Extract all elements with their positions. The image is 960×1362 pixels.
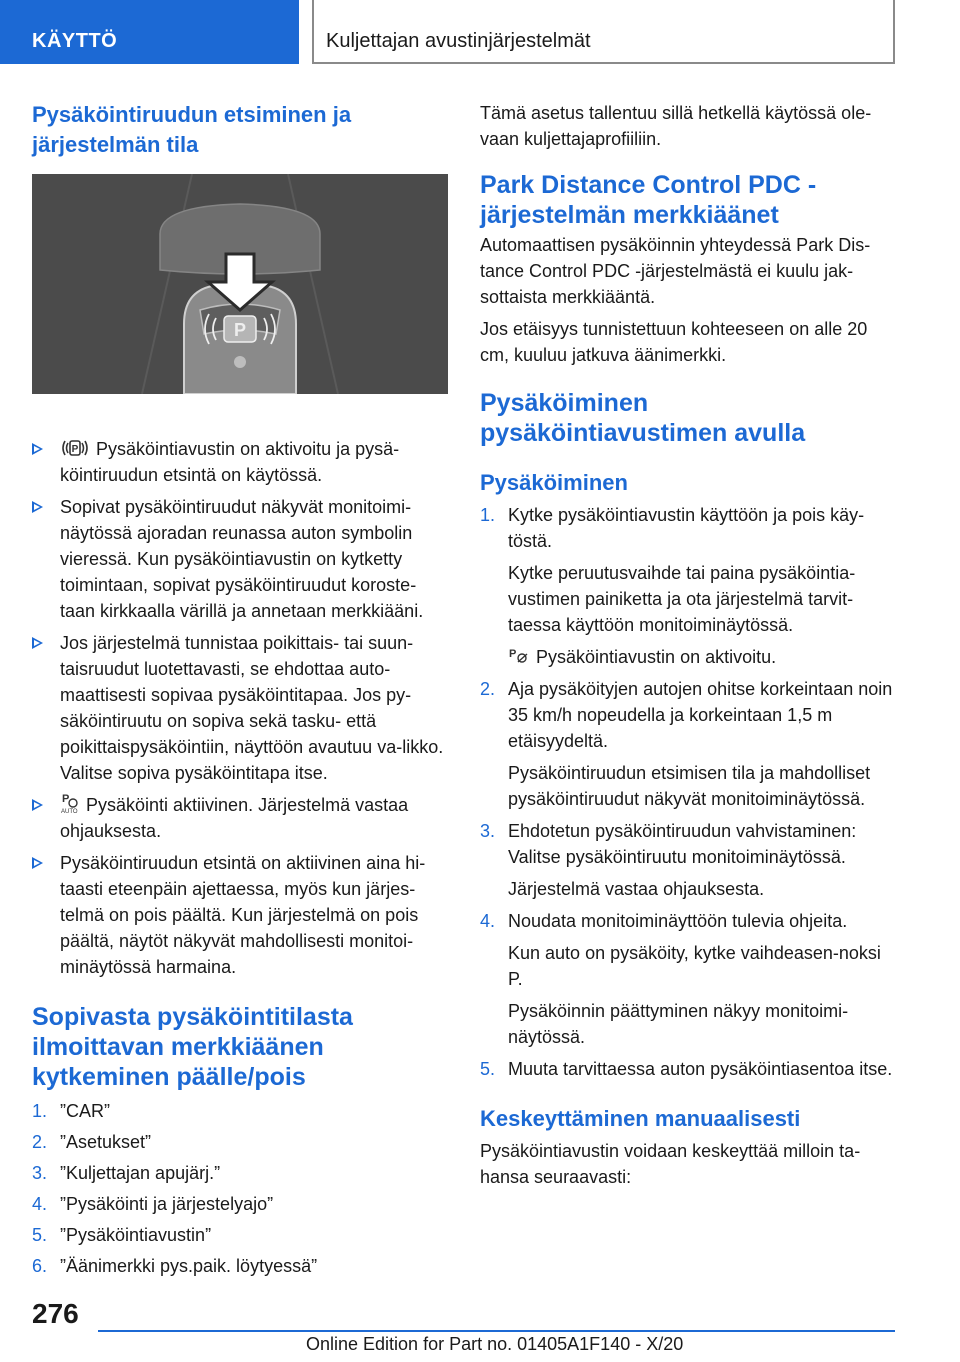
svg-text:P: P [71,444,79,455]
step-detail: Pysäköintiruudun etsimisen tila ja mahdolliset pysäköintiruudut näkyvät monitoiminäytössä. [508,763,871,809]
section-heading-signal-toggle: Sopivasta pysäköintitilasta ilmoittavan merkkiäänen kytkeminen päälle/pois [32,1003,353,1091]
parking-assistant-illustration [32,174,448,394]
page-number: 276 [32,1298,79,1329]
list-item: 2. ”Asetukset” [32,1132,152,1152]
list-item: 2. Aja pysäköityjen autojen ohitse korkeintaan noin 35 km/h nopeudella ja korkeintaan 1,5 m etäisyydeltä. [480,679,893,751]
bullet-item: Jos järjestelmä tunnistaa poikittais- tai suun-taisruudut luotettavasti, se ehdottaa auto-maattisesti sopivaa pysäköintitapaa. Jos py-säköintiruutu on sopiva sekä tasku- että poikittaispysäköintiin, näyttöön avautuu va-likko. Valitse sopiva pysäköintitapa itse. [32,630,448,786]
subheading-parking: Pysäköiminen [480,470,628,495]
triangle-bullet-icon [32,637,43,649]
subheading-abort: Keskeyttäminen manuaalisesti [480,1106,801,1131]
step-detail: Järjestelmä vastaa ohjauksesta. [508,879,765,899]
triangle-bullet-icon [32,501,43,513]
figure-p-label: P [233,320,247,340]
profile-note: Tämä asetus tallentuu sillä hetkellä käytössä ole-vaan kuljettajaprofiiliin. [480,103,872,149]
list-item: 1. Kytke pysäköintiavustin käyttöön ja pois käy-töstä. [480,505,865,551]
triangle-bullet-icon [32,443,43,455]
list-item: 4. ”Pysäköinti ja järjestelyajo” [32,1194,274,1214]
edition-note: Online Edition for Part no. 01405A1F140 - X/20 [306,1334,684,1354]
list-item: 4. Noudata monitoiminäyttöön tulevia ohjeita. [480,911,848,931]
section-label: KÄYTTÖ [32,30,118,52]
bullet-item: P AUTO Pysäköinti aktiivinen. Järjestelmä vastaa ohjauksesta. [32,792,448,844]
list-item: 1. ”CAR” [32,1101,110,1121]
list-item: 3. Ehdotetun pysäköintiruudun vahvistaminen: Valitse pysäköintiruutu monitoiminäytössä. [480,821,857,867]
paragraph: Pysäköintiavustin voidaan keskeyttää milloin ta-hansa seuraavasti: [480,1141,861,1187]
triangle-bullet-icon [32,799,43,811]
list-item: 6. ”Äänimerkki pys.paik. löytyessä” [32,1256,318,1276]
step-detail: P Pysäköintiavustin on aktivoitu. [509,647,777,667]
footer-divider [98,1330,895,1332]
right-column [480,100,896,1190]
car-top-view-graphic [32,174,448,394]
header-divider [312,0,314,64]
parking-auto-icon [60,792,80,814]
triangle-bullet-icon [32,857,43,869]
header-right-border [893,0,895,64]
header-bottom-border [312,62,895,64]
list-item: 5. ”Pysäköintiavustin” [32,1225,212,1245]
bullet-item: P Pysäköintiavustin on aktivoitu ja pysä-köintiruudun etsintä on käytössä. [32,436,448,488]
section-tab [0,0,299,64]
bullet-item: Pysäköintiruudun etsintä on aktiivinen aina hi-taasti eteenpäin ajettaessa, myös kun järjes-telmä on pois päältä. Kun järjestelmä on pois päältä, näytöt näkyvät mahdollisesti monitoi-minäytössä harmaina. [32,850,448,980]
list-item: 3. ”Kuljettajan apujärj.” [32,1163,221,1183]
svg-text:P: P [509,648,517,660]
step-detail: Pysäköinnin päättyminen näkyy monitoimi-näytössä. [508,1001,849,1047]
svg-text:AUTO: AUTO [61,809,78,814]
chapter-title: Kuljettajan avustinjärjestelmät [326,30,591,52]
list-item: 5. Muuta tarvittaessa auton pysäköintiasentoa itse. [480,1059,893,1079]
step-detail: Kun auto on pysäköity, kytke vaihdeasen-noksi P. [508,943,881,989]
step-detail: Kytke peruutusvaihde tai paina pysäköintia-vustimen painiketta ja ota järjestelmä tarvit-taessa käyttöön monitoiminäytössä. [508,563,856,635]
paragraph: Automaattisen pysäköinnin yhteydessä Park Dis-tance Control PDC -järjestelmästä ei kuulu jak-sottaista merkkiääntä. [480,235,871,307]
paragraph: Jos etäisyys tunnistettuun kohteeseen on alle 20 cm, kuuluu jatkuva äänimerkki. [480,319,868,365]
svg-text:P: P [62,793,70,805]
section-heading-parking-search: Pysäköintiruudun etsiminen ja järjestelmän tila [32,102,352,157]
parking-sensor-icon [60,438,90,458]
bullet-item: Sopivat pysäköintiruudut näkyvät monitoimi-näytössä ajoradan reunassa auton symbolin vieressä. Kun pysäköintiavustin on kytketty toimintaan, sopivat pysäköintiruudut koroste-taan kirkkaalla värillä ja annetaan merkkiääni. [32,494,448,624]
section-heading-parking: Pysäköiminen pysäköintiavustimen avulla [480,389,806,447]
parking-sensor-icon [508,646,530,666]
section-heading-pdc: Park Distance Control PDC -järjestelmän merkkiäänet [480,171,817,229]
